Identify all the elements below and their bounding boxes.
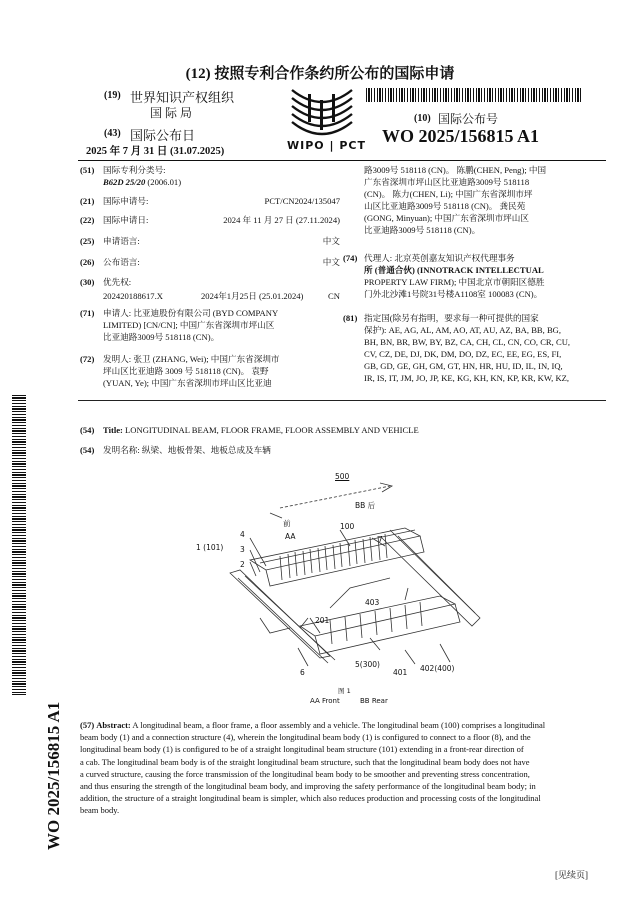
field-51: (51) 国际专利分类号: (80, 165, 166, 175)
field-26: (26) 公布语言: 中文 (80, 257, 340, 267)
ipc-code: B62D 25/20 (2006.01) (103, 177, 182, 187)
fig-label-500: 500 (335, 472, 350, 481)
field-74: (74) 代理人: 北京英创嘉友知识产权代理事务 所 (普通合伙) (INNOTRACK INTELLECTUAL PROPERTY LAW FIRM); 中国北京市朝阳区德胜 门外北沙滩1号院31号楼A1108室 100083 (CN)。 (343, 253, 545, 299)
fig-legend-front: AA Front (310, 697, 340, 705)
fig-label-2: 2 (240, 560, 245, 569)
fig-label-201: 201 (315, 616, 330, 625)
fig-label-7: 7 (378, 535, 383, 544)
field-71: (71) 申请人: 比亚迪股份有限公司 (BYD COMPANY LIMITED) [CN/CN]; 中国广东省深圳市坪山区 比亚迪路3009号 518118 (CN)。 (80, 308, 279, 342)
title-en: (54) Title: LONGITUDINAL BEAM, FLOOR FRAME, FLOOR ASSEMBLY AND VEHICLE (80, 425, 419, 435)
abstract: (57) Abstract: A longitudinal beam, a floor frame, a floor assembly and a vehicle. The longitudinal beam (100) comprises a longitudinal beam body (1) and a connection structure (4), wherein the longitudinal beam body (1) is configured to connect to a floor (8), and the longitudinal beam body (1) is configured to be of a straight longitudinal beam structure (101) extending in a front-rear direction of a cab. The longitudinal beam body is of the straight longitudinal beam structure, such that the longitudinal beam body does not have a curved structure, causing the force transmission of the longitudinal beam body to be smoother and preventing stress concentration, and thus ensuring the strength of the longitudinal beam body, and improving the safety performance of the longitudinal beam body; in addition, the structure of a straight longitudinal beam is simpler, which also reduces production and processing costs of the longitudinal beam body. (80, 720, 546, 816)
document-title: (12) 按照专利合作条约所公布的国际申请 (185, 66, 455, 82)
org-num-19: (19) (104, 90, 121, 101)
barcode-top (366, 88, 582, 102)
pub-date-num: (43) (104, 128, 121, 139)
priority-row: 202420188617.X 2024年1月25日 (25.01.2024) CN (103, 291, 340, 301)
pub-no-num: (10) (414, 113, 431, 124)
org-name: 世界知识产权组织 (130, 90, 235, 105)
fig-caption: 图 1 (338, 687, 351, 695)
fig-label-6: 6 (300, 668, 305, 677)
header-rule (78, 160, 606, 161)
pub-date-label: 国际公布日 (130, 128, 196, 143)
fig-label-aa: AA (285, 532, 296, 541)
fields-rule (78, 400, 606, 401)
field-81: (81) 指定国(除另有指明，要求每一种可提供的国家 保护): AE, AG, AL, AM, AO, AT, AU, AZ, BA, BB, BG, BH, BN, BR, BW, BY, BZ, CA, CH, CL, CN, CO, CR, CU, CV, CZ, DE, DJ, DK, DM, DO, DZ, EC, EE, EG, ES, FI, GB, GD, GE, GH, GM, GT, HN, HR, HU, ID, IL, IN, IQ, IR, IS, IT, JM, JO, JP, KE, KG, KH, KN, KP, KR, KW, KZ, (343, 313, 571, 383)
fig-legend-rear: BB Rear (360, 697, 388, 705)
fig-label-3: 3 (240, 545, 245, 554)
fig-label-402: 402(400) (420, 664, 455, 673)
field-25: (25) 申请语言: 中文 (80, 236, 340, 246)
side-pub-no: WO 2025/156815 A1 (44, 701, 63, 850)
fig-label-403: 403 (365, 598, 380, 607)
pub-no: WO 2025/156815 A1 (382, 126, 540, 146)
inventors-continued: 路3009号 518118 (CN)。 陈鹏(CHEN, Peng); 中国 广东省深圳市坪山区比亚迪路3009号 518118 (CN)。 陈力(CHEN, Li); 中国广东省深圳市坪 山区比亚迪路3009号 518118 (CN)。 龚民苑 (GONG, Minyuan); 中国广东省深圳市坪山区 比亚迪路3009号 518118 (CN)。 (364, 165, 547, 235)
field-21: (21) 国际申请号: PCT/CN2024/135047 (80, 196, 340, 206)
barcode-side (12, 395, 26, 695)
continued-note: [见续页] (555, 870, 588, 880)
fig-label-100: 100 (340, 522, 355, 531)
fig-label-4: 4 (240, 530, 245, 539)
wipo-logo-text: WIPO | PCT (287, 139, 366, 152)
fig-label-bb: BB 后 (355, 501, 376, 510)
fig-label-5: 5(300) (355, 660, 380, 669)
pub-date: 2025 年 7 月 31 日 (31.07.2025) (86, 146, 225, 157)
fig-label-1: 1 (101) (196, 543, 224, 552)
fig-label-401: 401 (393, 668, 408, 677)
pub-no-label: 国际公布号 (438, 112, 499, 126)
title-cn: (54) 发明名称: 纵梁、地板骨架、地板总成及车辆 (80, 445, 271, 455)
fig-label-qian: 前 (283, 519, 291, 528)
field-72: (72) 发明人: 张卫 (ZHANG, Wei); 中国广东省深圳市 坪山区比亚迪路 3009 号 518118 (CN)。 袁野 (YUAN, Ye); 中国广东省深圳市坪山区比亚迪 (80, 354, 280, 388)
field-30: (30) 优先权: (80, 277, 132, 287)
org-bureau: 国 际 局 (150, 106, 193, 120)
field-22: (22) 国际申请日: 2024 年 11 月 27 日 (27.11.2024) (80, 215, 340, 225)
